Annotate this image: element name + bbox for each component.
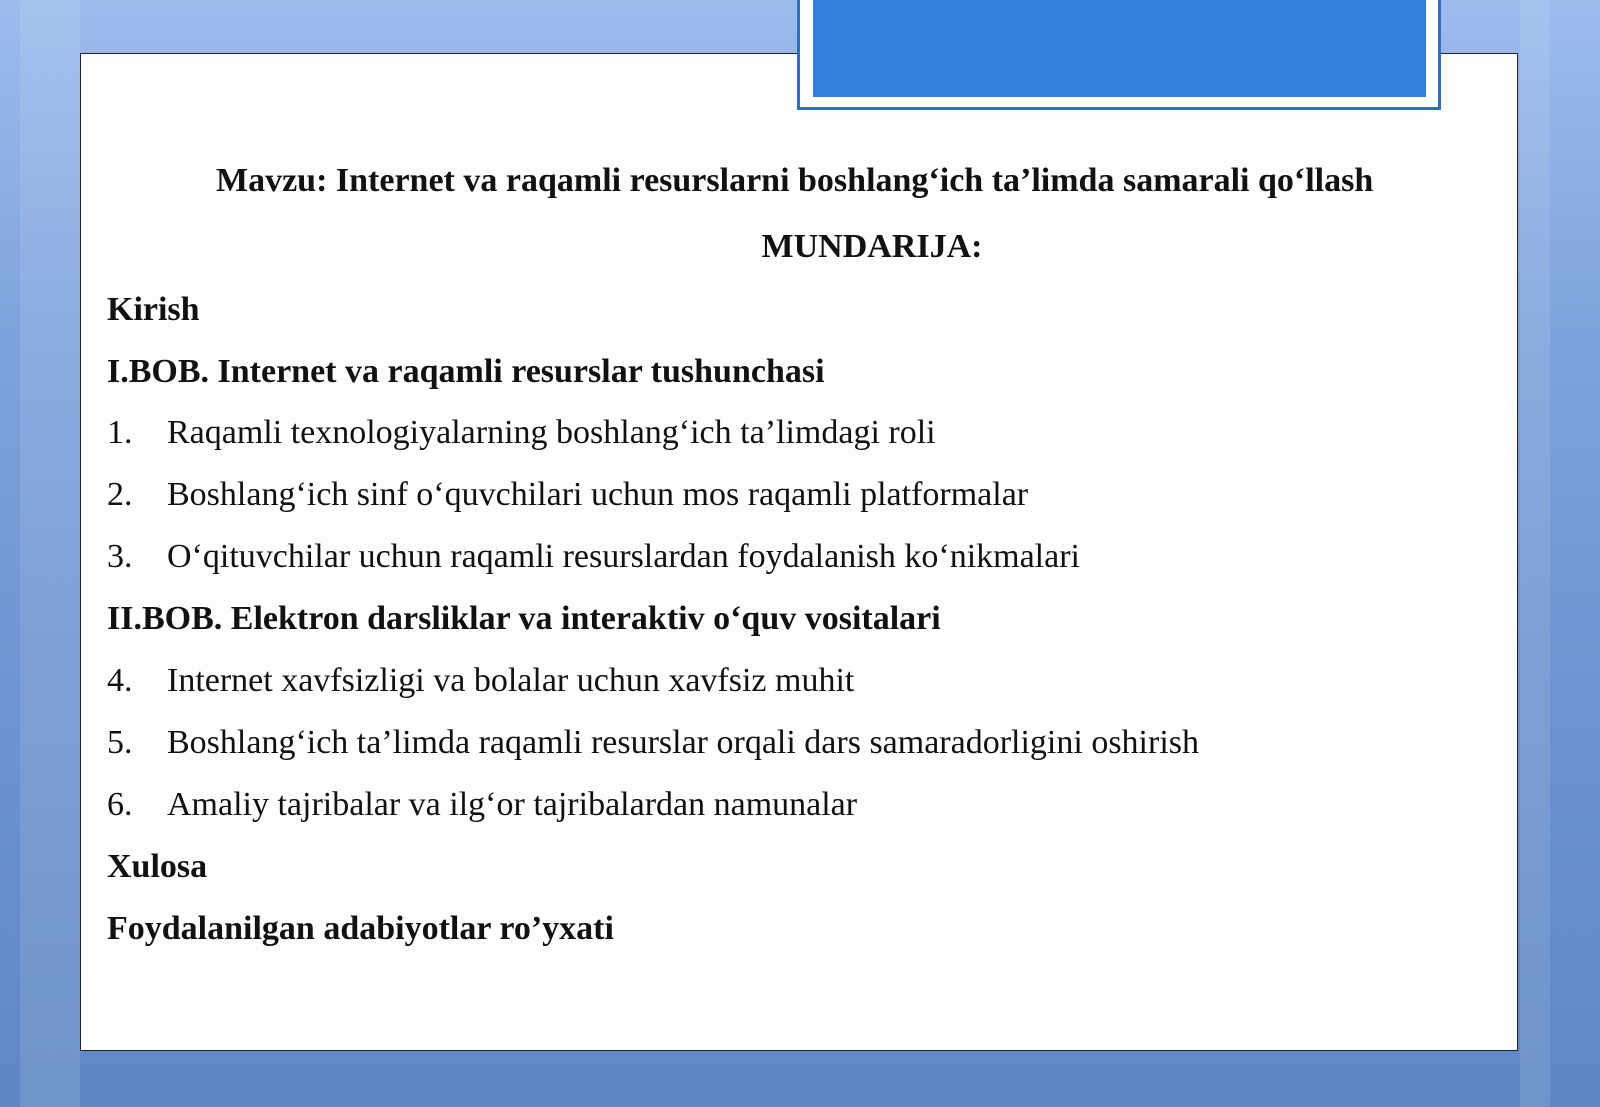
toc-item: O‘qituvchilar uchun raqamli resurslardan foydalanish ko‘nikmalari <box>167 538 1080 575</box>
background-streak <box>1520 0 1550 1107</box>
background-streak <box>20 0 80 1107</box>
toc-title: MUNDARIJA: <box>761 228 983 265</box>
toc-intro: Kirish <box>107 291 200 328</box>
toc-item-number: 2. <box>107 476 133 513</box>
toc-references: Foydalanilgan adabiyotlar ro’yxati <box>107 910 614 947</box>
title-placeholder-box[interactable] <box>813 0 1426 97</box>
toc-item: Amaliy tajribalar va ilg‘or tajribalardan namunalar <box>167 786 858 823</box>
toc-item-number: 1. <box>107 414 133 451</box>
toc-item-number: 3. <box>107 538 133 575</box>
toc-item: Boshlang‘ich ta’limda raqamli resurslar orqali dars samaradorligini oshirish <box>167 724 1200 761</box>
topic-heading: Mavzu: Internet va raqamli resurslarni boshlang‘ich ta’limda samarali qo‘llash <box>216 162 1374 199</box>
toc-chapter-1: I.BOB. Internet va raqamli resurslar tushunchasi <box>107 353 825 390</box>
toc-item-number: 4. <box>107 662 133 699</box>
toc-chapter-2: II.BOB. Elektron darsliklar va interaktiv o‘quv vositalari <box>107 600 941 637</box>
toc-item: Boshlang‘ich sinf o‘quvchilari uchun mos raqamli platformalar <box>167 476 1029 513</box>
toc-item: Internet xavfsizligi va bolalar uchun xavfsiz muhit <box>167 662 855 699</box>
toc-item: Raqamli texnologiyalarning boshlang‘ich ta’limdagi roli <box>167 414 936 451</box>
toc-item-number: 6. <box>107 786 133 823</box>
toc-item-number: 5. <box>107 724 133 761</box>
toc-conclusion: Xulosa <box>107 848 208 885</box>
